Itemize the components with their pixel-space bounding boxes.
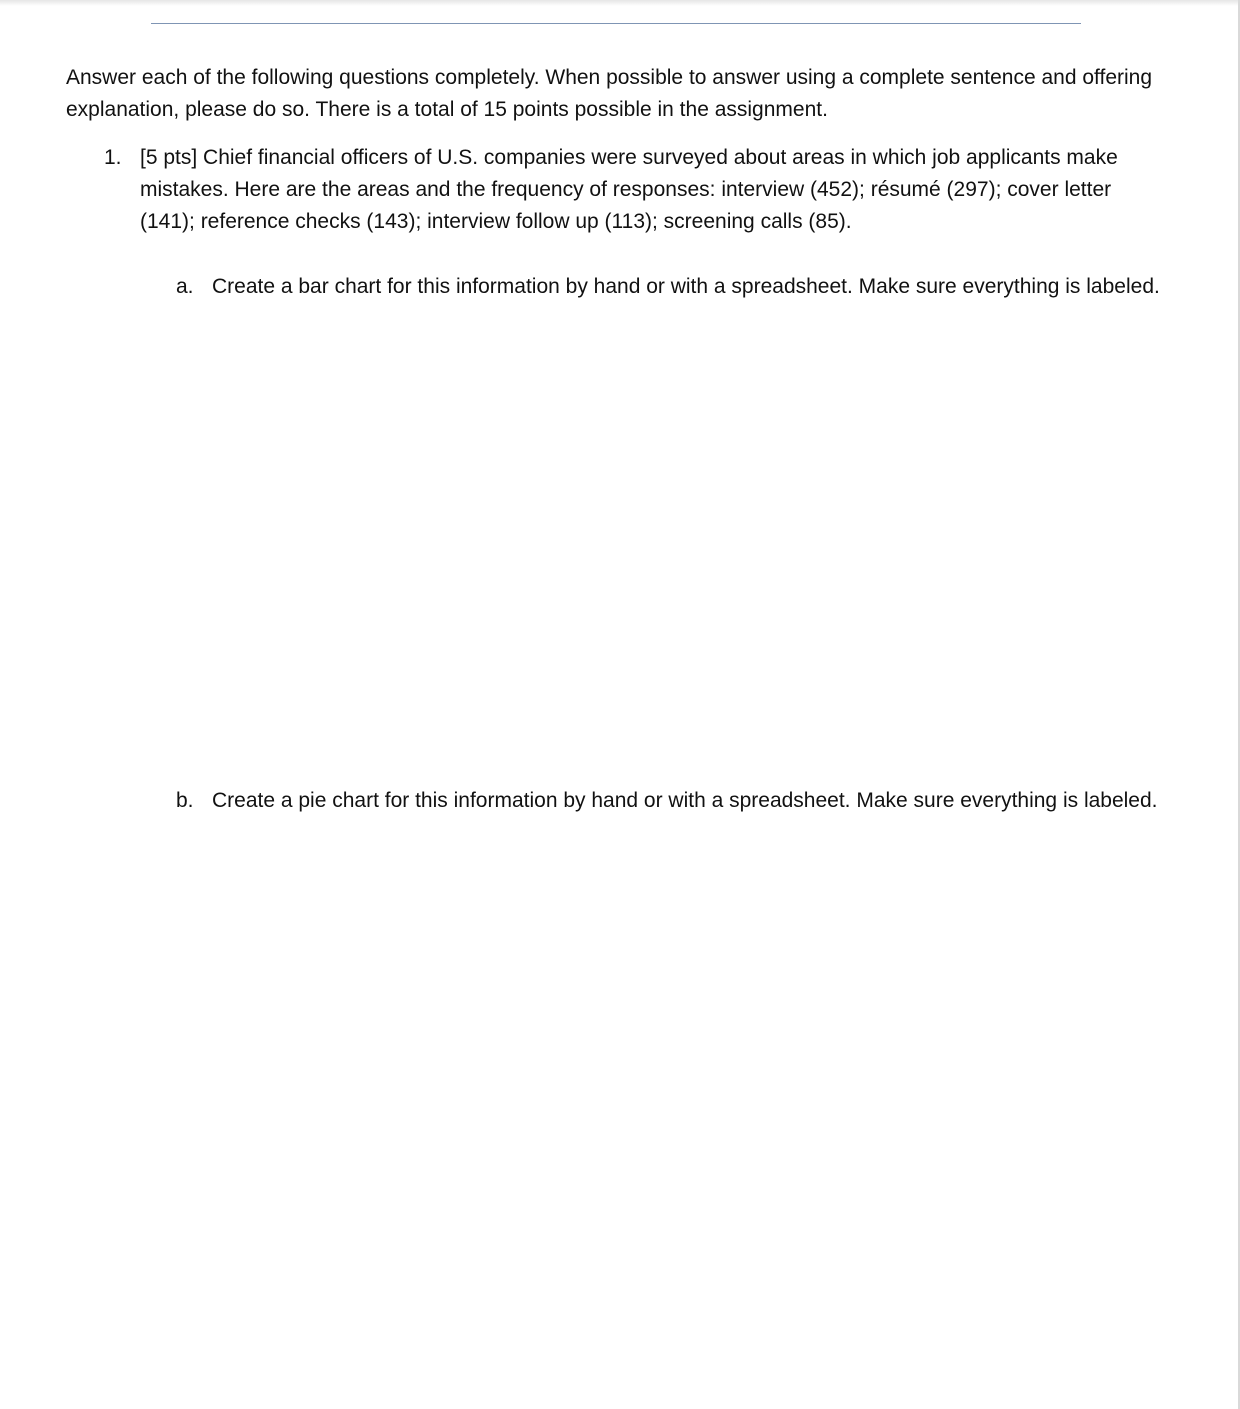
part-letter: a. [176, 275, 194, 298]
instructions-paragraph: Answer each of the following questions completely. When possible to answer using a complete sentence and offering explanation, please do so. There is a total of 15 points possible in the assignment. [66, 66, 1153, 121]
question-1 [104, 142, 1164, 238]
question-1-part-a [176, 271, 1166, 303]
header-rule [151, 23, 1081, 24]
question-number: 1. [104, 146, 122, 169]
part-letter: b. [176, 789, 194, 812]
question-1-part-b [176, 785, 1166, 817]
question-text: [5 pts] Chief financial officers of U.S. companies were surveyed about areas in which job applicants make mistakes. Here are the areas and the frequency of responses: interview (452); résumé (297); cover letter (141); reference checks (143); interview follow up (113); screening calls (85). [140, 146, 1118, 233]
part-text: Create a bar chart for this information by hand or with a spreadsheet. Make sure everything is labeled. [212, 275, 1160, 298]
part-text: Create a pie chart for this information by hand or with a spreadsheet. Make sure everything is labeled. [212, 789, 1158, 812]
page-top-shadow [0, 0, 1240, 6]
